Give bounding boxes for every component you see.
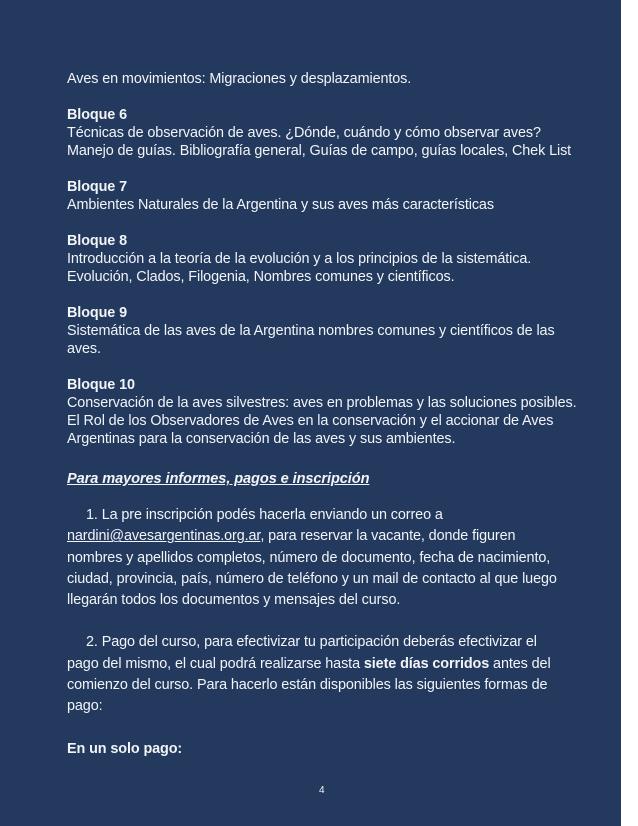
block-title: Bloque 8 <box>67 233 127 249</box>
step-1-paragraph <box>67 505 597 611</box>
page-number: 4 <box>319 785 325 796</box>
step-2-line-pre: pago del mismo, el cual podrá realizarse hasta <box>67 655 364 672</box>
step-1-line <box>67 526 597 547</box>
block-line: Sistemática de las aves de la Argentina nombres comunes y científicos de las <box>67 323 555 339</box>
block-line: Ambientes Naturales de la Argentina y sus aves más características <box>67 197 494 213</box>
block-title: Bloque 10 <box>67 377 135 393</box>
section-heading-informes: Para mayores informes, pagos e inscripción <box>67 471 370 487</box>
step-1-line: 1. La pre inscripción podés hacerla enviando un correo a <box>86 507 443 523</box>
block-8 <box>67 232 597 286</box>
step-1-line-rest: , para reservar la vacante, donde figuren <box>260 528 516 545</box>
step-2-line <box>67 654 597 675</box>
block-line: Argentinas para la conservación de las aves y sus ambientes. <box>67 431 456 447</box>
block-9 <box>67 304 597 358</box>
intro-line: Aves en movimientos: Migraciones y desplazamientos. <box>67 71 412 87</box>
block-title: Bloque 7 <box>67 179 127 195</box>
block-line: Técnicas de observación de aves. ¿Dónde, cuándo y cómo observar aves? <box>67 125 541 141</box>
block-10 <box>67 376 597 448</box>
email-link[interactable]: nardini@avesargentinas.org.ar <box>67 528 261 545</box>
block-line: Conservación de la aves silvestres: aves en problemas y las soluciones posibles. <box>67 395 577 411</box>
block-line: Manejo de guías. Bibliografía general, Guías de campo, guías locales, Chek List <box>67 143 572 159</box>
block-title: Bloque 9 <box>67 305 127 321</box>
block-line: Evolución, Clados, Filogenia, Nombres comunes y científicos. <box>67 269 455 285</box>
step-2-paragraph <box>67 632 597 717</box>
page-content <box>67 70 597 760</box>
block-line: aves. <box>67 341 101 357</box>
step-1-line: ciudad, provincia, país, número de teléfono y un mail de contacto al que luego <box>67 570 557 587</box>
block-line: Introducción a la teoría de la evolución y a los principios de la sistemática. <box>67 251 532 267</box>
single-payment-wrap <box>67 739 597 760</box>
step-1-line: nombres y apellidos completos, número de documento, fecha de nacimiento, <box>67 549 551 566</box>
step-2-line: 2. Pago del curso, para efectivizar tu participación deberás efectivizar el <box>86 634 537 651</box>
block-title: Bloque 6 <box>67 107 127 123</box>
block-6 <box>67 106 597 160</box>
block-line: El Rol de los Observadores de Aves en la conservación y el accionar de Aves <box>67 413 554 429</box>
step-1-line: llegarán todos los documentos y mensajes del curso. <box>67 592 401 609</box>
step-2-line: comienzo del curso. Para hacerlo están disponibles las siguientes formas de <box>67 677 548 694</box>
step-2-line: pago: <box>67 698 103 715</box>
step-2-line-post: antes del <box>489 655 551 672</box>
deadline-emphasis: siete días corridos <box>363 655 490 672</box>
block-7 <box>67 178 597 214</box>
single-payment-heading: En un solo pago: <box>67 740 183 757</box>
